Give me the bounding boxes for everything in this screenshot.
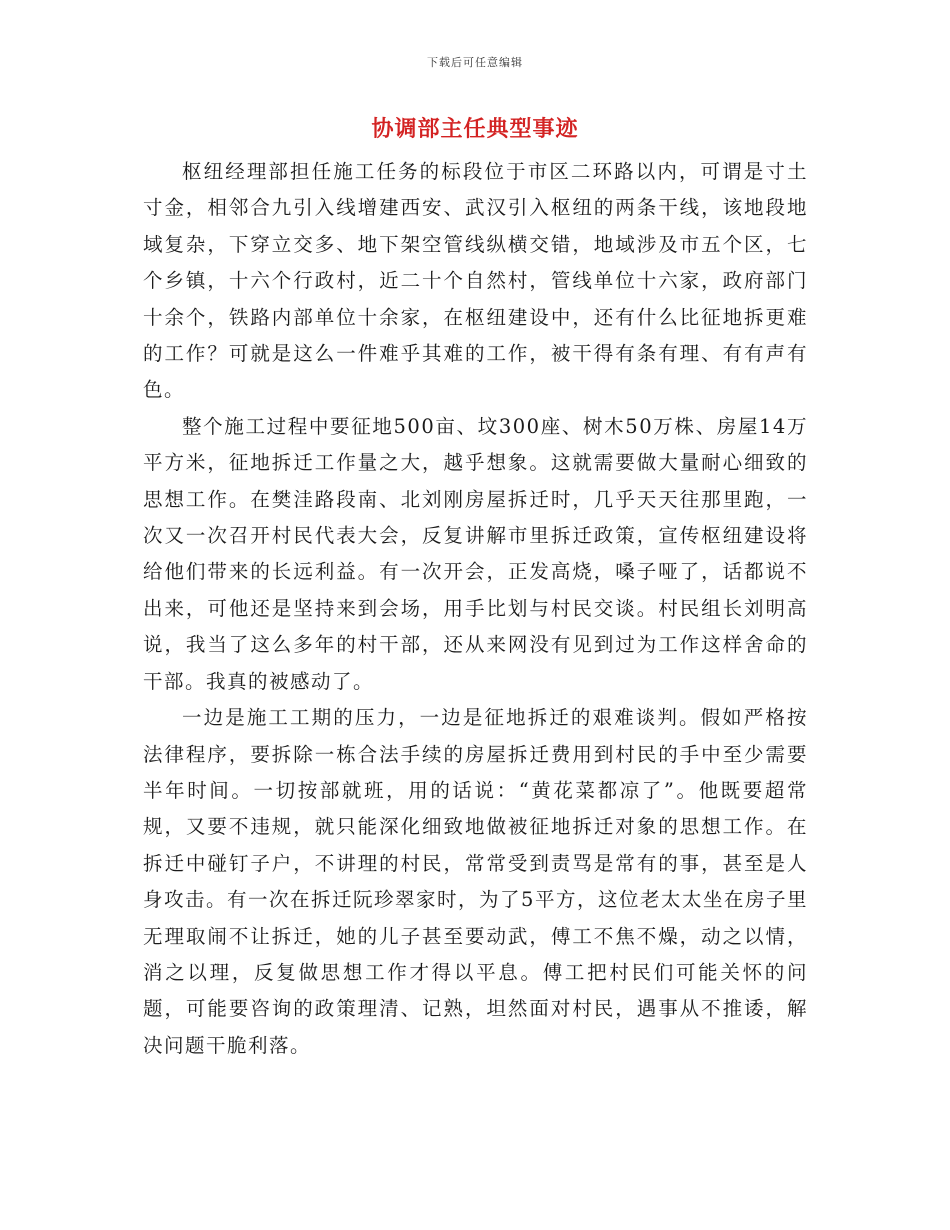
paragraph-2: 整个施工过程中要征地500亩、坟300座、树木50万株、房屋14万平方米，征地拆迁工作量之大，越乎想象。这就需要做大量耐心细致的思想工作。在樊洼路段南、北刘刚房屋拆迁时，几乎天天往那里跑，一次又一次召开村民代表大会，反复讲解市里拆迁政策，宣传枢纽建设将给他们带来的长远利益。有一次开会，正发高烧，嗓子哑了，话都说不出来，可他还是坚持来到会场，用手比划与村民交谈。村民组长刘明高说，我当了这么多年的村干部，还从来网没有见到过为工作这样舍命的干部。我真的被感动了。 (143, 414, 808, 693)
document-title: 协调部主任典型事迹 (371, 116, 579, 142)
document-body (143, 154, 808, 1064)
paragraph-3: 一边是施工工期的压力，一边是征地拆迁的艰难谈判。假如严格按法律程序，要拆除一栋合法手续的房屋拆迁费用到村民的手中至少需要半年时间。一切按部就班，用的话说：“黄花菜都凉了”。他既要超常规，又要不违规，就只能深化细致地做被征地拆迁对象的思想工作。在拆迁中碰钉子户，不讲理的村民，常常受到责骂是常有的事，甚至是人身攻击。有一次在拆迁阮珍翠家时，为了5平方，这位老太太坐在房子里无理取闹不让拆迁，她的儿子甚至要动武，傅工不焦不燥，动之以情，消之以理，反复做思想工作才得以平息。傅工把村民们可能关怀的问题，可能要咨询的政策理清、记熟，坦然面对村民，遇事从不推诿，解决问题干脆利落。 (143, 706, 808, 1057)
paragraph-1: 枢纽经理部担任施工任务的标段位于市区二环路以内，可谓是寸土寸金，相邻合九引入线增建西安、武汉引入枢纽的两条干线，该地段地域复杂，下穿立交多、地下架空管线纵横交错，地域涉及市五个区，七个乡镇，十六个行政村，近二十个自然村，管线单位十六家，政府部门十余个，铁路内部单位十余家，在枢纽建设中，还有什么比征地拆更难的工作？可就是这么一件难乎其难的工作，被干得有条有理、有有声有色。 (143, 160, 808, 402)
header-note: 下载后可任意编辑 (427, 56, 523, 69)
